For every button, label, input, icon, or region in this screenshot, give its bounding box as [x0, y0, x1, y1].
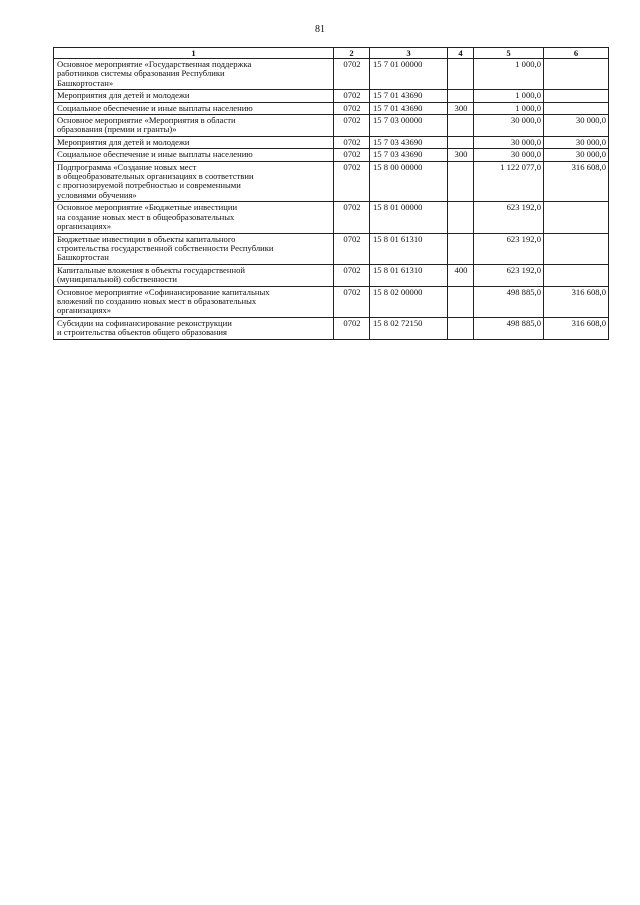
- row-expense-type: [448, 286, 474, 317]
- row-name: Социальное обеспечение и иные выплаты населению: [54, 149, 334, 161]
- row-target-code: 15 7 01 43690: [370, 90, 448, 102]
- row-target-code: 15 8 01 61310: [370, 264, 448, 286]
- row-amount-1: 30 000,0: [474, 136, 544, 148]
- row-amount-2: 316 608,0: [544, 317, 609, 339]
- row-expense-type: 400: [448, 264, 474, 286]
- table-row: [54, 136, 609, 148]
- row-amount-1: 30 000,0: [474, 149, 544, 161]
- table-row: [54, 149, 609, 161]
- page-number: 81: [315, 24, 325, 35]
- header-col-6: 6: [544, 48, 609, 59]
- header-col-5: 5: [474, 48, 544, 59]
- table-row: [54, 115, 609, 137]
- table-row: [54, 102, 609, 114]
- header-col-2: 2: [334, 48, 370, 59]
- row-name: Основное мероприятие «Бюджетные инвестиции на создание новых мест в общеобразовательных организациях»: [54, 202, 334, 233]
- row-name: Субсидии на софинансирование реконструкции и строительства объектов общего образования: [54, 317, 334, 339]
- row-name: Бюджетные инвестиции в объекты капитального строительства государственной собственности Республики Башкортостан: [54, 233, 334, 264]
- row-section-code: 0702: [334, 102, 370, 114]
- row-section-code: 0702: [334, 233, 370, 264]
- row-section-code: 0702: [334, 90, 370, 102]
- table-row: [54, 90, 609, 102]
- row-amount-2: [544, 102, 609, 114]
- row-section-code: 0702: [334, 286, 370, 317]
- row-expense-type: [448, 317, 474, 339]
- row-expense-type: [448, 59, 474, 90]
- table-row: [54, 59, 609, 90]
- row-amount-1: 623 192,0: [474, 202, 544, 233]
- table-row: [54, 317, 609, 339]
- row-target-code: 15 8 00 00000: [370, 161, 448, 202]
- row-amount-2: 316 608,0: [544, 286, 609, 317]
- row-expense-type: [448, 161, 474, 202]
- row-amount-1: 1 000,0: [474, 59, 544, 90]
- header-col-4: 4: [448, 48, 474, 59]
- row-amount-2: [544, 202, 609, 233]
- row-amount-1: 1 000,0: [474, 90, 544, 102]
- row-amount-2: 30 000,0: [544, 115, 609, 137]
- row-expense-type: [448, 136, 474, 148]
- row-amount-1: 498 885,0: [474, 317, 544, 339]
- row-target-code: 15 7 01 43690: [370, 102, 448, 114]
- row-section-code: 0702: [334, 202, 370, 233]
- row-target-code: 15 7 03 43690: [370, 136, 448, 148]
- row-amount-2: 30 000,0: [544, 136, 609, 148]
- row-name: Основное мероприятие «Софинансирование капитальных вложений по созданию новых мест в образовательных организациях»: [54, 286, 334, 317]
- table-body: [54, 59, 609, 340]
- row-section-code: 0702: [334, 136, 370, 148]
- budget-table: [53, 47, 609, 340]
- row-section-code: 0702: [334, 317, 370, 339]
- row-amount-1: 623 192,0: [474, 233, 544, 264]
- row-target-code: 15 8 02 72150: [370, 317, 448, 339]
- row-expense-type: [448, 233, 474, 264]
- row-amount-1: 1 000,0: [474, 102, 544, 114]
- row-amount-2: [544, 90, 609, 102]
- row-target-code: 15 7 03 43690: [370, 149, 448, 161]
- row-amount-1: 1 122 077,0: [474, 161, 544, 202]
- row-section-code: 0702: [334, 115, 370, 137]
- row-amount-1: 498 885,0: [474, 286, 544, 317]
- row-amount-2: [544, 59, 609, 90]
- row-section-code: 0702: [334, 59, 370, 90]
- row-target-code: 15 8 01 61310: [370, 233, 448, 264]
- row-name: Подпрограмма «Создание новых мест в общеобразовательных организациях в соответствии с прогнозируемой потребностью и современными условиями обучения»: [54, 161, 334, 202]
- row-name: Основное мероприятие «Мероприятия в области образования (премии и гранты)»: [54, 115, 334, 137]
- row-expense-type: 300: [448, 102, 474, 114]
- row-name: Основное мероприятие «Государственная поддержка работников системы образования Республики Башкортостан»: [54, 59, 334, 90]
- row-target-code: 15 7 01 00000: [370, 59, 448, 90]
- row-name: Мероприятия для детей и молодежи: [54, 136, 334, 148]
- header-row: [54, 48, 609, 59]
- table-row: [54, 233, 609, 264]
- row-name: Капитальные вложения в объекты государственной (муниципальной) собственности: [54, 264, 334, 286]
- row-amount-1: 623 192,0: [474, 264, 544, 286]
- row-section-code: 0702: [334, 264, 370, 286]
- row-name: Социальное обеспечение и иные выплаты населению: [54, 102, 334, 114]
- row-target-code: 15 8 02 00000: [370, 286, 448, 317]
- row-target-code: 15 7 03 00000: [370, 115, 448, 137]
- table-row: [54, 264, 609, 286]
- row-amount-1: 30 000,0: [474, 115, 544, 137]
- table-row: [54, 202, 609, 233]
- row-amount-2: [544, 233, 609, 264]
- row-section-code: 0702: [334, 161, 370, 202]
- row-name: Мероприятия для детей и молодежи: [54, 90, 334, 102]
- table-header: [54, 48, 609, 59]
- row-target-code: 15 8 01 00000: [370, 202, 448, 233]
- row-expense-type: [448, 202, 474, 233]
- header-col-3: 3: [370, 48, 448, 59]
- row-expense-type: 300: [448, 149, 474, 161]
- row-section-code: 0702: [334, 149, 370, 161]
- header-col-1: 1: [54, 48, 334, 59]
- row-amount-2: [544, 264, 609, 286]
- row-amount-2: 30 000,0: [544, 149, 609, 161]
- row-expense-type: [448, 115, 474, 137]
- row-expense-type: [448, 90, 474, 102]
- table-row: [54, 161, 609, 202]
- table-row: [54, 286, 609, 317]
- row-amount-2: 316 608,0: [544, 161, 609, 202]
